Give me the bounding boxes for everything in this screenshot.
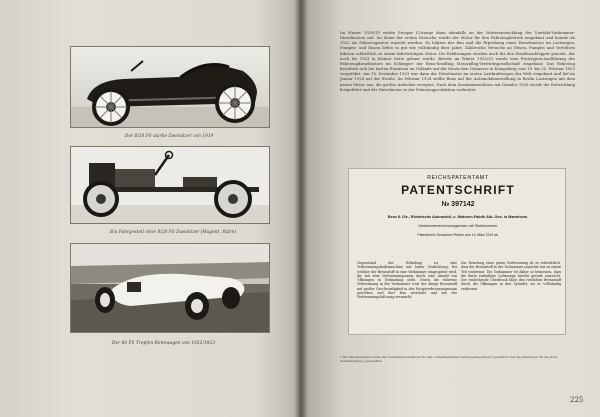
caption-tropfen: Der 80 PS Tropfen-Rennwagen von 1922/1923 xyxy=(112,340,216,345)
book-spine xyxy=(294,0,308,417)
footnote: * Mit diesem Patent wurde das Vorkammerverfahren für den schnelllaufenden Fahrzeugdieselmotor geschützt und die Grundlage für die erste Serienfertigung geschaffen. xyxy=(340,355,558,363)
caption-chassis: Ein Fahrgestell ohne 8/20 PS Zweisitzer (Magent, Stärn) xyxy=(110,229,237,234)
photo-chassis xyxy=(70,146,270,224)
patent-subject: Vorkammerverbrennungsmotor mit Strahlnummer. xyxy=(418,224,498,228)
patent-date: Patentiert im Deutschen Reiche vom 14. März 1919 ab. xyxy=(417,233,499,237)
patent-office: REICHSPATENTAMT xyxy=(427,175,489,181)
patent-column-right: Zur Erzielung einer guten Verbrennung ist es erforderlich, dass der Brennstoff in der Vorkammer zunächst nur zu einem Teil verbrennt. Die Vorkammer ist daher so bemessen, dass die darin enthaltene Luftmenge hierfür gerade ausreicht. Der entstehende Überdruck bläst den restlichen Brennstoff durch die Öffnungen in den Zylinder, wo er vollständig verbrennt. xyxy=(461,261,561,291)
caption-two-seater: Der 6/20 PS starke Zweisitzer von 1919 xyxy=(125,133,214,138)
patent-document xyxy=(348,168,566,335)
photo-tropfen-racecar xyxy=(70,243,270,333)
patent-title: PATENTSCHRIFT xyxy=(401,183,515,197)
page-number: 225 xyxy=(570,396,584,404)
patent-applicant: Benz & Cie., Rheinische Automobil- u. Motoren-Fabrik Akt.-Ges. in Mannheim. xyxy=(387,215,529,219)
photo-two-seater-car xyxy=(70,46,270,128)
patent-column-left: Gegenstand der Erfindung ist eine Verbrennungskraftmaschine mit hoher Verdichtung, bei welcher der Brennstoff in eine Vorkammer eingespritzt wird, die mit dem Verbrennungsraum durch eine Anzahl von Öffnungen in Verbindung steht. Durch die teilweise Verbrennung in der Vorkammer wird der übrige Brennstoff mit großer Geschwindigkeit in den Hauptverbrennungsraum getrieben und dort fein zerstäubt und mit der Verbrennungsluft innig vermischt. xyxy=(357,261,457,300)
patent-number: № 397142 xyxy=(441,201,475,208)
body-text: Im Winter 1918/19 wirkte Prosper L’Orange dann ebenfalls an der Weiterentwicklung des Viertakt-Vorkammer-Dieselmotors mit. Im Sinne der ersten Versuche wurde der Motor für den Fahrzeugbetrieb umgebaut und konnte ab 1922 als Fahrzeugmotor erprobt werden. Es folgten der Bau und die Erprobung eines Dieselmotors im Lastwagen, Pumpen- und Düsen liefen so gut wie vollständig über Jahre. Zahlreiche Versuche an Düsen, Pumpen und Verteilern führten schließlich zu einem fahrtüchtigen Motor. Die Erfahrungen wurden auch für den Straßenschlepper genutzt, der noch bis 1923 in kleiner Serie gebaut wurde. Bereits im Winter 1922/23 wurde eine Prototypen-Ausführung des Fahrzeugdieselmotors im Schlepper der Benz-Sendling Motorpflug-Vertriebsgesellschaft eingebaut. Das Fahrzeug bewährte sich bei harten Einsätzen im Gelände auf der Deutschen Ostmesse in Königsberg vom 19. bis 25. Februar 1923 vorgeführt. Am 18. Dezember 1923 war dann der Dieselmotor im ersten Lastkraftwagen der Welt eingebaut und lief im Januar 1924 auf der Straße. Im Februar 1924 stellte Benz auf der Automobilausstellung in Berlin Lastwagen mit dem neuen Motor aus, die großes Aufsehen erregten. Nach dem Zusammenschluss mit Daimler 1926 wurde die Entwicklung fortgeführt und der Dieselmotor in der Fahrzeugproduktion verbreitet. xyxy=(340,30,575,92)
